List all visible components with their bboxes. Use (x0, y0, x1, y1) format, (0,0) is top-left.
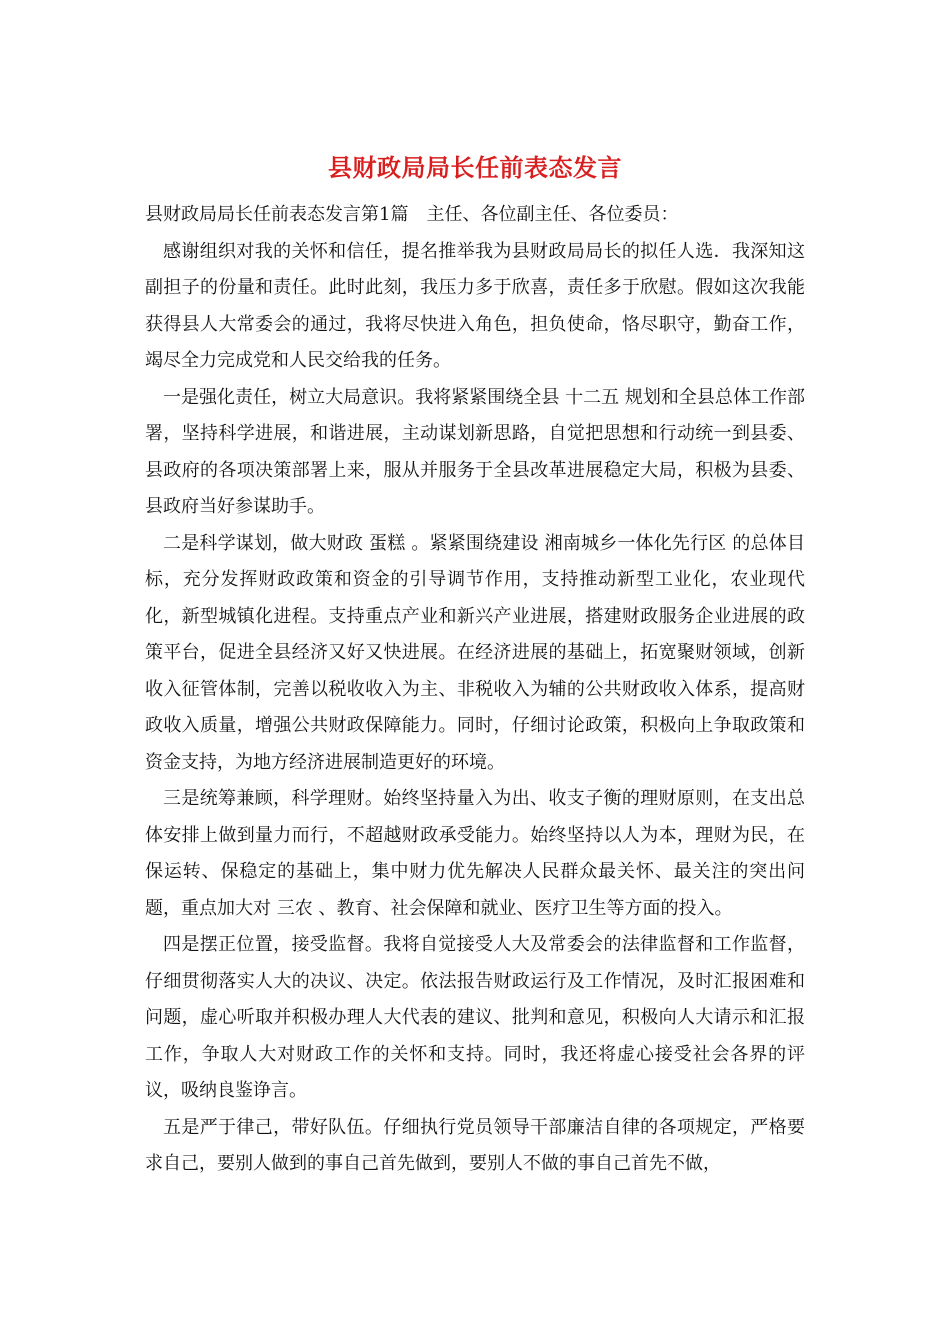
paragraph: 三是统筹兼顾，科学理财。始终坚持量入为出、收支子衡的理财原则，在支出总体安排上做到量力而行，不超越财政承受能力。始终坚持以人为本，理财为民，在保运转、保稳定的基础上，集中财力优先解决人民群众最关怀、最关注的突出问题，重点加大对 三农 、教育、社会保障和就业、医疗卫生等方面的投入。 (145, 788, 805, 919)
paragraph: 四是摆正位置，接受监督。我将自觉接受人大及常委会的法律监督和工作监督，仔细贯彻落实人大的决议、决定。依法报告财政运行及工作情况，及时汇报困难和问题，虚心听取并积极办理人大代表的建议、批判和意见，积极向人大请示和汇报工作，争取人大对财政工作的关怀和支持。同时，我还将虚心接受社会各界的评议，吸纳良鉴诤言。 (145, 934, 805, 1101)
document-body (145, 197, 805, 1183)
paragraph: 一是强化责任，树立大局意识。我将紧紧围绕全县 十二五 规划和全县总体工作部署，坚持科学进展，和谐进展，主动谋划新思路，自觉把思想和行动统一到县委、县政府的各项决策部署上来，服从并服务于全县改革进展稳定大局，积极为县委、县政府当好参谋助手。 (145, 386, 805, 517)
paragraph-intro-line: 县财政局局长任前表态发言第1篇 主任、各位副主任、各位委员： (145, 204, 679, 225)
document-title: 县财政局局长任前表态发言 (328, 153, 622, 182)
paragraph: 感谢组织对我的关怀和信任，提名推举我为县财政局局长的拟任人选．我深知这副担子的份量和责任。此时此刻，我压力多于欣喜，责任多于欣慰。假如这次我能获得县人大常委会的通过，我将尽快进入角色，担负使命，恪尽职守，勤奋工作，竭尽全力完成党和人民交给我的任务。 (145, 240, 805, 371)
paragraph: 二是科学谋划，做大财政 蛋糕 。紧紧围绕建设 湘南城乡一体化先行区 的总体目标，充分发挥财政政策和资金的引导调节作用，支持推动新型工业化，农业现代化，新型城镇化进程。支持重点产业和新兴产业进展，搭建财政服务企业进展的政策平台，促进全县经济又好又快进展。在经济进展的基础上，拓宽聚财领域，创新收入征管体制，完善以税收收入为主、非税收入为辅的公共财政收入体系，提高财政收入质量，增强公共财政保障能力。同时，仔细讨论政策，积极向上争取政策和资金支持，为地方经济进展制造更好的环境。 (145, 532, 805, 773)
paragraph: 五是严于律己，带好队伍。仔细执行党员领导干部廉洁自律的各项规定，严格要求自己，要别人做到的事自己首先做到，要别人不做的事自己首先不做， (145, 1116, 805, 1174)
